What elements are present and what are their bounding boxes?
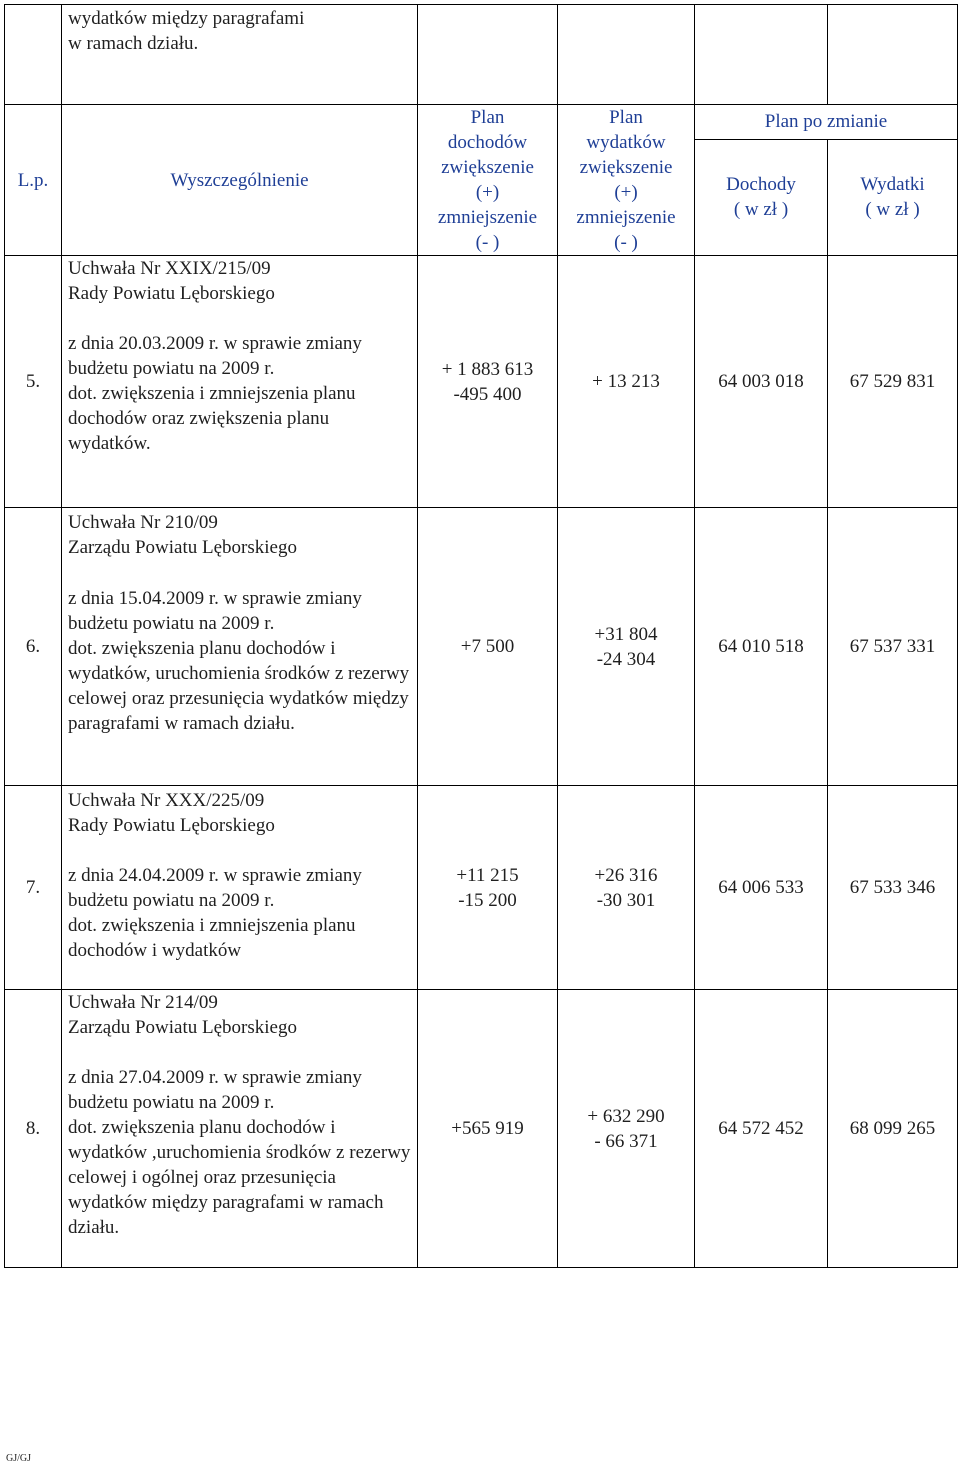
header-plan-expense-line: (- ) <box>614 232 638 253</box>
header-plan-income-line: zwiększenie <box>441 157 534 178</box>
header-income-label: Dochody <box>726 174 796 196</box>
continuation-desc: wydatków między paragrafami w ramach działu. <box>62 5 418 105</box>
row-expense: 67 529 831 <box>828 256 958 508</box>
header-plan-income <box>418 105 558 256</box>
continuation-cell <box>558 5 695 105</box>
row-plan-income: +565 919 <box>418 990 558 1268</box>
header-row-1 <box>5 105 958 140</box>
row-desc-body: z dnia 15.04.2009 r. w sprawie zmiany budżetu powiatu na 2009 r. dot. zwiększenia planu dochodów i wydatków, uruchomienia środków z rezerwy celowej oraz przesunięcia wydatków między paragrafami w ramach działu. <box>68 588 410 734</box>
header-plan-expense-line: zwiększenie <box>579 157 673 178</box>
continuation-lp-cell <box>5 5 62 105</box>
table-row <box>5 508 958 786</box>
row-desc-spacer <box>68 838 413 863</box>
row-plan-expense-value: -30 301 <box>596 889 656 911</box>
header-plan-income-line: Plan <box>470 107 505 128</box>
header-expense-unit: ( w zł ) <box>865 199 920 221</box>
header-plan-expense-line: (+) <box>614 182 638 203</box>
row-plan-income-value: -495 400 <box>453 383 522 405</box>
row-plan-income-value: -15 200 <box>458 889 517 911</box>
header-lp: L.p. <box>5 105 62 256</box>
row-plan-expense <box>558 786 695 990</box>
row-income: 64 006 533 <box>695 786 828 990</box>
header-desc: Wyszczególnienie <box>62 105 418 256</box>
row-plan-expense-value: + 632 290 <box>587 1105 665 1127</box>
row-expense: 68 099 265 <box>828 990 958 1268</box>
row-desc <box>62 508 418 786</box>
row-lp: 6. <box>5 508 62 786</box>
header-plan-expense <box>558 105 695 256</box>
continuation-cell <box>418 5 558 105</box>
row-plan-expense-value: +31 804 <box>594 623 658 645</box>
row-desc-title: Uchwała Nr XXIX/215/09 Rady Powiatu Lęborskiego <box>68 258 275 304</box>
row-desc-title: Uchwała Nr 214/09 Zarządu Powiatu Lęborskiego <box>68 992 297 1038</box>
header-plan-income-line: (+) <box>475 182 500 203</box>
header-expense-label: Wydatki <box>860 174 925 196</box>
header-plan-expense-line: zmniejszenie <box>576 207 676 228</box>
row-income: 64 003 018 <box>695 256 828 508</box>
row-plan-income: +7 500 <box>418 508 558 786</box>
row-expense: 67 533 346 <box>828 786 958 990</box>
header-plan-expense-line: Plan <box>609 107 643 128</box>
row-desc-title: Uchwała Nr 210/09 Zarządu Powiatu Lęborskiego <box>68 512 297 558</box>
continuation-row <box>5 5 958 105</box>
row-plan-expense <box>558 990 695 1268</box>
row-desc-body: z dnia 27.04.2009 r. w sprawie zmiany budżetu powiatu na 2009 r. dot. zwiększenia planu dochodów i wydatków ,uruchomienia środków z rezerwy celowej i ogólnej oraz przesunięcia wydatków między paragrafami w ramach działu. <box>68 1067 411 1238</box>
row-plan-income <box>418 256 558 508</box>
row-desc-body: z dnia 20.03.2009 r. w sprawie zmiany budżetu powiatu na 2009 r. dot. zwiększenia i zmniejszenia planu dochodów oraz zwiększenia planu wydatków. <box>68 333 362 454</box>
header-plan-expense-line: wydatków <box>586 132 666 153</box>
header-plan-income-line: (- ) <box>475 232 500 253</box>
budget-changes-table <box>4 4 958 1268</box>
table-row <box>5 990 958 1268</box>
row-desc <box>62 990 418 1268</box>
row-desc <box>62 786 418 990</box>
row-plan-expense: + 13 213 <box>558 256 695 508</box>
table-row <box>5 256 958 508</box>
continuation-cell <box>695 5 828 105</box>
row-desc-spacer <box>68 560 413 586</box>
row-plan-expense <box>558 508 695 786</box>
row-desc-spacer <box>68 306 413 331</box>
row-plan-expense-value: - 66 371 <box>594 1130 658 1152</box>
row-plan-expense-value: -24 304 <box>596 648 656 670</box>
continuation-cell <box>828 5 958 105</box>
row-desc-title: Uchwała Nr XXX/225/09 Rady Powiatu Lęborskiego <box>68 790 275 836</box>
row-plan-income <box>418 786 558 990</box>
header-plan-after: Plan po zmianie <box>695 105 958 140</box>
row-plan-income-value: + 1 883 613 <box>441 358 534 380</box>
row-lp: 8. <box>5 990 62 1268</box>
footer-initials: GJ/GJ <box>6 1453 32 1464</box>
row-lp: 7. <box>5 786 62 990</box>
row-income: 64 572 452 <box>695 990 828 1268</box>
row-expense: 67 537 331 <box>828 508 958 786</box>
row-lp: 5. <box>5 256 62 508</box>
header-income-unit: ( w zł ) <box>733 199 789 221</box>
row-income: 64 010 518 <box>695 508 828 786</box>
row-desc <box>62 256 418 508</box>
header-plan-income-line: zmniejszenie <box>437 207 538 228</box>
row-plan-expense-value: +26 316 <box>594 864 658 886</box>
header-expense <box>828 139 958 255</box>
table-row <box>5 786 958 990</box>
header-plan-income-line: dochodów <box>447 132 528 153</box>
header-income <box>695 139 828 255</box>
row-desc-spacer <box>68 1040 413 1065</box>
row-desc-body: z dnia 24.04.2009 r. w sprawie zmiany budżetu powiatu na 2009 r. dot. zwiększenia i zmniejszenia planu dochodów i wydatków <box>68 865 362 961</box>
row-plan-income-value: +11 215 <box>456 864 519 886</box>
